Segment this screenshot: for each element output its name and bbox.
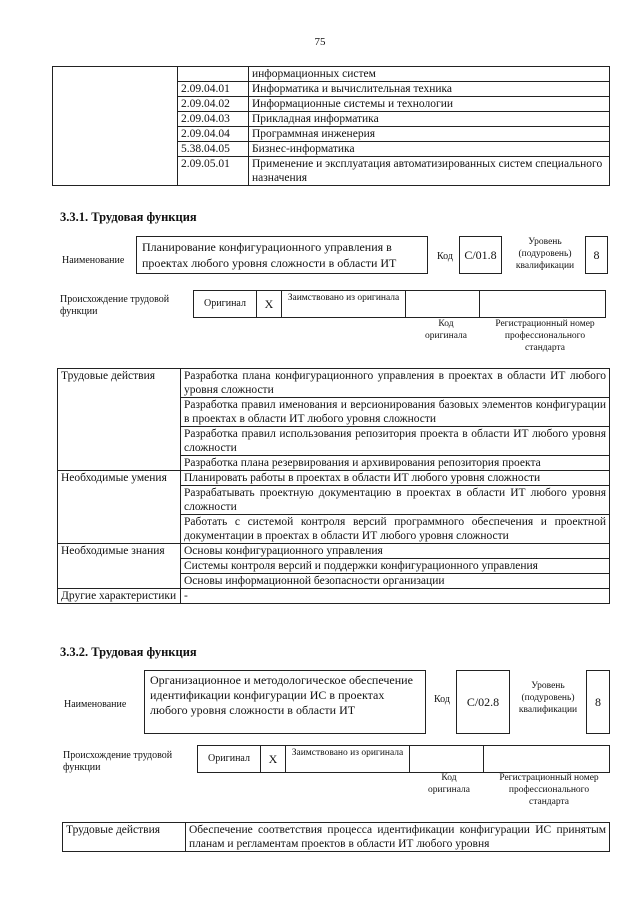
borrowed-cell: Заимствовано из оригинала xyxy=(286,746,410,772)
original-code-caption: Код оригинала xyxy=(428,773,470,795)
table-cell: Планировать работы в проектах в области ИТ любого уровня сложности xyxy=(181,471,610,486)
table-cell: Разработка правил использования репозитория проекта в области ИТ любого уровня сложности xyxy=(181,427,610,456)
reg-number-caption: Регистрационный номер профессионального стандарта xyxy=(499,773,599,807)
row-header: Другие характеристики xyxy=(58,589,181,604)
spec-name: информационных систем xyxy=(249,67,610,82)
spec-name: Применение и эксплуатация автоматизированных систем специального назначения xyxy=(249,157,610,186)
level-label: Уровень (подуровень) квалификации xyxy=(518,681,578,715)
spec-code: 2.09.04.04 xyxy=(178,127,249,142)
table-row xyxy=(58,369,610,398)
section-heading-332: 3.3.2. Трудовая функция xyxy=(60,645,197,659)
spec-name: Прикладная информатика xyxy=(249,112,610,127)
spec-name: Бизнес-информатика xyxy=(249,142,610,157)
function-code-box: C/01.8 xyxy=(459,236,502,274)
table-row xyxy=(63,823,610,852)
code-label: Код xyxy=(437,251,453,262)
row-header: Трудовые действия xyxy=(58,369,181,471)
spec-code: 2.09.04.01 xyxy=(178,82,249,97)
origin-label: Происхождение трудовой функции xyxy=(63,750,173,773)
spec-code: 2.09.05.01 xyxy=(178,157,249,186)
page-number: 75 xyxy=(314,36,326,48)
reg-number-cell xyxy=(480,291,605,317)
row-header: Необходимые умения xyxy=(58,471,181,544)
level-box: 8 xyxy=(585,236,608,274)
table-cell: Разработка плана резервирования и архивирования репозитория проекта xyxy=(181,456,610,471)
function-name-box: Планирование конфигурационного управления в проектах любого уровня сложности в области ИТ xyxy=(136,236,428,274)
origin-label: Происхождение трудовой функции xyxy=(60,294,170,317)
original-mark: X xyxy=(261,746,286,772)
table-row xyxy=(58,471,610,486)
table-row xyxy=(58,544,610,559)
original-code-cell xyxy=(406,291,480,317)
function-name-box: Организационное и методологическое обеспечение идентификации конфигурации ИС в проектах любого уровня сложности в области ИТ xyxy=(144,670,426,734)
spec-name: Информационные системы и технологии xyxy=(249,97,610,112)
specialty-table xyxy=(52,66,610,186)
table-cell: Работать с системой контроля версий программного обеспечения и проектной документации в проектах в области ИТ любого уровня сложности xyxy=(181,515,610,544)
name-label: Наименование xyxy=(62,255,125,266)
name-label: Наименование xyxy=(64,699,127,710)
table-cell: Основы информационной безопасности организации xyxy=(181,574,610,589)
original-code-caption: Код оригинала xyxy=(425,319,467,341)
table-cell: Разрабатывать проектную документацию в проектах в области ИТ любого уровня сложности xyxy=(181,486,610,515)
level-label: Уровень (подуровень) квалификации xyxy=(515,237,575,271)
table-cell: Обеспечение соответствия процесса идентификации конфигурации ИС принятым планам и регламентам проектов в области ИТ любого уровня xyxy=(186,823,610,852)
section-heading-331: 3.3.1. Трудовая функция xyxy=(60,210,197,224)
original-cell: Оригинал xyxy=(194,291,257,317)
table-cell: - xyxy=(181,589,610,604)
original-cell: Оригинал xyxy=(198,746,261,772)
empty-cell xyxy=(53,67,178,186)
original-mark: X xyxy=(257,291,282,317)
original-code-cell xyxy=(410,746,484,772)
spec-name: Информатика и вычислительная техника xyxy=(249,82,610,97)
table-cell: Основы конфигурационного управления xyxy=(181,544,610,559)
reg-number-cell xyxy=(484,746,609,772)
origin-table xyxy=(193,290,606,318)
spec-code: 2.09.04.03 xyxy=(178,112,249,127)
row-header: Трудовые действия xyxy=(63,823,186,852)
function-table-332 xyxy=(62,822,610,852)
spec-code xyxy=(178,67,249,82)
spec-name: Программная инженерия xyxy=(249,127,610,142)
table-cell: Системы контроля версий и поддержки конфигурационного управления xyxy=(181,559,610,574)
reg-number-caption: Регистрационный номер профессионального стандарта xyxy=(495,319,595,353)
table-cell: Разработка правил именования и версионирования базовых элементов конфигурации в проектах в области ИТ любого уровня сложности xyxy=(181,398,610,427)
code-label: Код xyxy=(434,694,450,705)
spec-code: 5.38.04.05 xyxy=(178,142,249,157)
borrowed-cell: Заимствовано из оригинала xyxy=(282,291,406,317)
level-box: 8 xyxy=(586,670,610,734)
function-table-331 xyxy=(57,368,610,604)
function-code-box: C/02.8 xyxy=(456,670,510,734)
table-row xyxy=(58,589,610,604)
row-header: Необходимые знания xyxy=(58,544,181,589)
table-cell: Разработка плана конфигурационного управления в проектах в области ИТ любого уровня сложности xyxy=(181,369,610,398)
table-row xyxy=(53,67,610,82)
origin-table xyxy=(197,745,610,773)
spec-code: 2.09.04.02 xyxy=(178,97,249,112)
